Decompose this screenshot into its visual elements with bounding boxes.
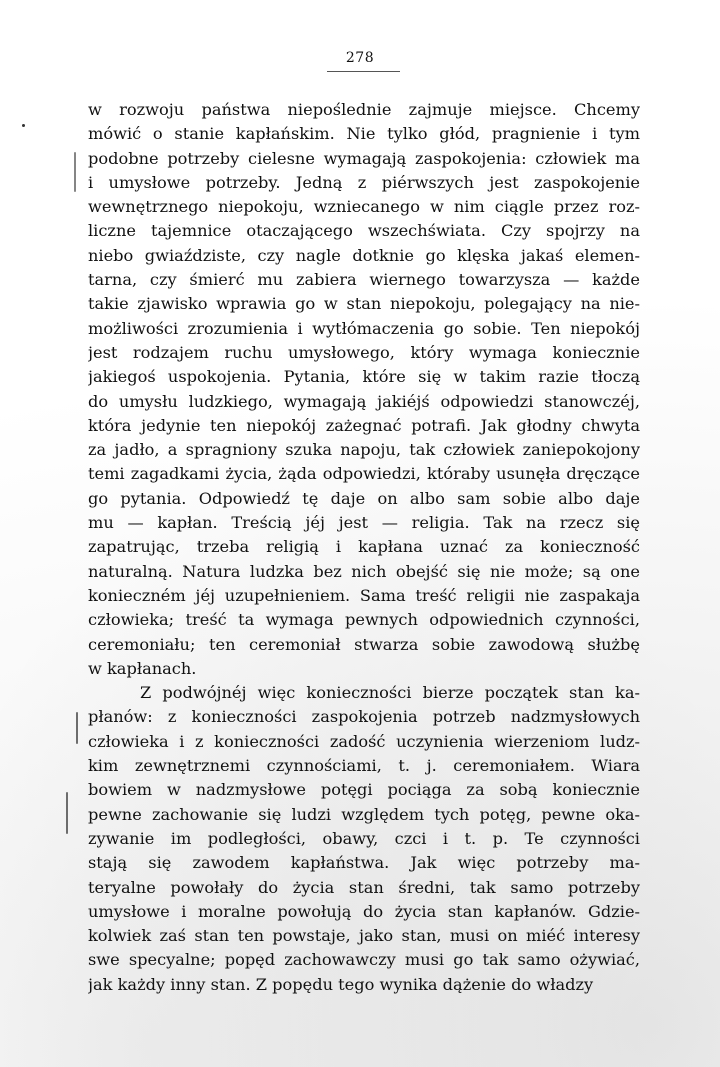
margin-speck [22,124,25,127]
text-line: liczne tajemnice otaczającego wszechświata. Czy spojrzy na [88,221,640,241]
page-number: 278 [345,50,375,66]
text-line: jakiegoś uspokojenia. Pytania, które się w takim razie tłoczą [88,367,640,387]
text-line: umysłowe i moralne powołują do życia stan kapłanów. Gdzie- [88,901,640,921]
text-line: swe specyalne; popęd zachowawczy musi go tak samo ożywiać, [88,950,640,970]
text-line: za jadło, a spragniony szuka napoju, tak człowiek zaniepokojony [88,440,640,460]
text-line: go pytania. Odpowiedź tę daje on albo sam sobie albo daje [88,488,640,508]
text-line: kolwiek zaś stan ten powstaje, jako stan, musi on miéć interesy [88,926,640,946]
header-rule [327,71,400,72]
text-line: bowiem w nadzmysłowe potęgi pociąga za sobą koniecznie [88,780,640,800]
text-line: podobne potrzeby cielesne wymagają zaspokojenia: człowiek ma [88,148,640,168]
text-line: w rozwoju państwa niepoślednie zajmuje miejsce. Chcemy [88,100,640,119]
margin-mark [76,712,78,744]
text-line: temi zagadkami życia, żąda odpowiedzi, któraby usunęła dręczące [88,464,640,484]
text-line: jest rodzajem ruchu umysłowego, który wymaga koniecznie [88,342,640,362]
text-line: stają się zawodem kapłaństwa. Jak więc potrzeby ma- [88,853,640,873]
margin-mark [66,792,68,834]
text-line: tarna, czy śmierć mu zabiera wiernego towarzysza — każde [88,270,640,290]
text-line: i umysłowe potrzeby. Jedną z piérwszych jest zaspokojenie [88,172,640,192]
text-line: która jedynie ten niepokój zażegnać potrafi. Jak głodny chwyta [88,415,640,435]
text-line: możliwości zrozumienia i wytłómaczenia go sobie. Ten niepokój [88,318,640,338]
text-line: Z podwójnéj więc konieczności bierze początek stan ka- [140,683,640,703]
text-line: jak każdy inny stan. Z popędu tego wynika dążenie do władzy [88,974,594,994]
margin-mark [74,152,76,192]
text-line: płanów: z konieczności zaspokojenia potrzeb nadzmysłowych [88,707,640,727]
text-line: człowieka i z konieczności zadość uczynienia wierzeniom ludz- [88,731,640,751]
text-line: kim zewnętrznemi czynnościami, t. j. ceremoniałem. Wiara [88,756,640,776]
text-line: człowieka; treść ta wymaga pewnych odpowiednich czynności, [88,610,640,630]
text-line: naturalną. Natura ludzka bez nich obejść się nie może; są one [88,561,640,581]
text-line: takie zjawisko wprawia go w stan niepokoju, polegający na nie- [88,294,640,314]
text-line: mówić o stanie kapłańskim. Nie tylko głód, pragnienie i tym [88,124,640,144]
text-line: ceremoniału; ten ceremoniał stwarza sobie zawodową służbę [88,634,640,654]
text-line: w kapłanach. [88,658,197,678]
text-line: do umysłu ludzkiego, wymagają jakiéjś odpowiedzi stanowczéj, [88,391,640,411]
text-line: teryalne powołały do życia stan średni, tak samo potrzeby [88,877,640,897]
text-line: wewnętrznego niepokoju, wzniecanego w nim ciągle przez roz- [88,197,640,217]
text-line: zapatrując, trzeba religią i kapłana uznać za konieczność [88,537,640,557]
text-line: zywanie im podległości, obawy, czci i t. p. Te czynności [88,828,640,848]
body-text [88,98,640,997]
text-line: mu — kapłan. Treścią jéj jest — religia. Tak na rzecz się [88,513,640,533]
text-line: pewne zachowanie się ludzi względem tych potęg, pewne oka- [88,804,640,824]
text-line: niebo gwiaździste, czy nagle dotknie go klęska jakaś elemen- [88,245,640,265]
text-line: konieczném jéj uzupełnieniem. Sama treść religii nie zaspakaja [88,585,640,605]
